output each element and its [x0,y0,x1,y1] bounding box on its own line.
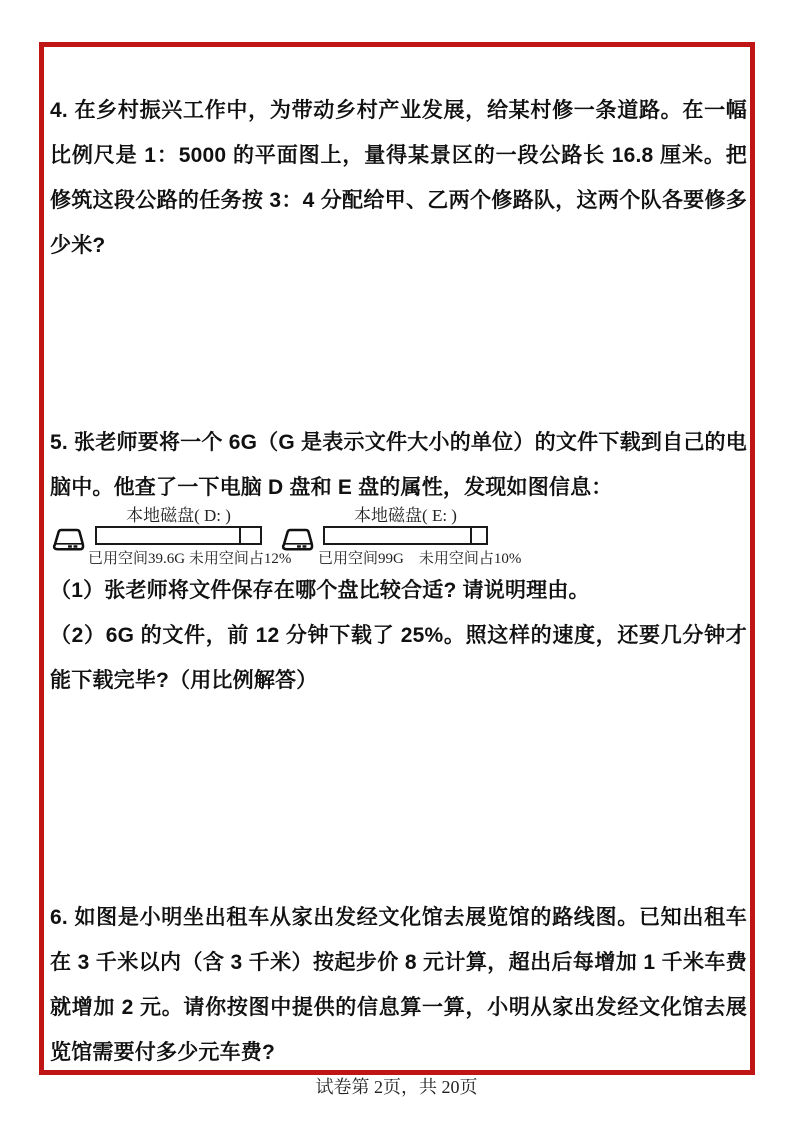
question-4-text: 4. 在乡村振兴工作中，为带动乡村产业发展，给某村修一条道路。在一幅比例尺是 1：5000 的平面图上，量得某景区的一段公路长 16.8 厘米。把修筑这段公路的任务按 3：4 分配给甲、乙两个修路队，这两个队各要修多少米? [50,99,747,257]
disk-e-used-segment [325,528,472,543]
question-6-text: 6. 如图是小明坐出租车从家出发经文化馆去展览馆的路线图。已知出租车在 3 千米以内（含 3 千米）按起步价 8 元计算，超出后每增加 1 千米车费就增加 2 元。请你按图中提供的信息算一算，小明从家出发经文化馆去展览馆需要付多少元车费? [50,906,747,1064]
hard-drive-icon [48,525,86,555]
question-5-part1-text: （1）张老师将文件保存在哪个盘比较合适? 请说明理由。 [50,579,590,602]
question-5-part2-text: （2）6G 的文件，前 12 分钟下载了 25%。照这样的速度，还要几分钟才能下载完毕?（用比例解答） [50,624,747,692]
disk-d-usage-bar [95,526,262,545]
disk-e-caption: 已用空间99G 未用空间占10% [318,551,522,567]
hard-drive-icon [277,525,315,555]
disk-e-label: 本地磁盘( E: ) [354,506,457,525]
disk-d-used-segment [97,528,241,543]
disk-d-caption: 已用空间39.6G 未用空间占12% [88,551,292,567]
disk-e-usage-bar [323,526,488,545]
page-footer: 试卷第 2页，共 20页 [315,1077,478,1097]
question-5-intro-text: 5. 张老师要将一个 6G（G 是表示文件大小的单位）的文件下载到自己的电脑中。他查了一下电脑 D 盘和 E 盘的属性，发现如图信息： [50,431,747,499]
disk-d-label: 本地磁盘( D: ) [126,506,231,525]
